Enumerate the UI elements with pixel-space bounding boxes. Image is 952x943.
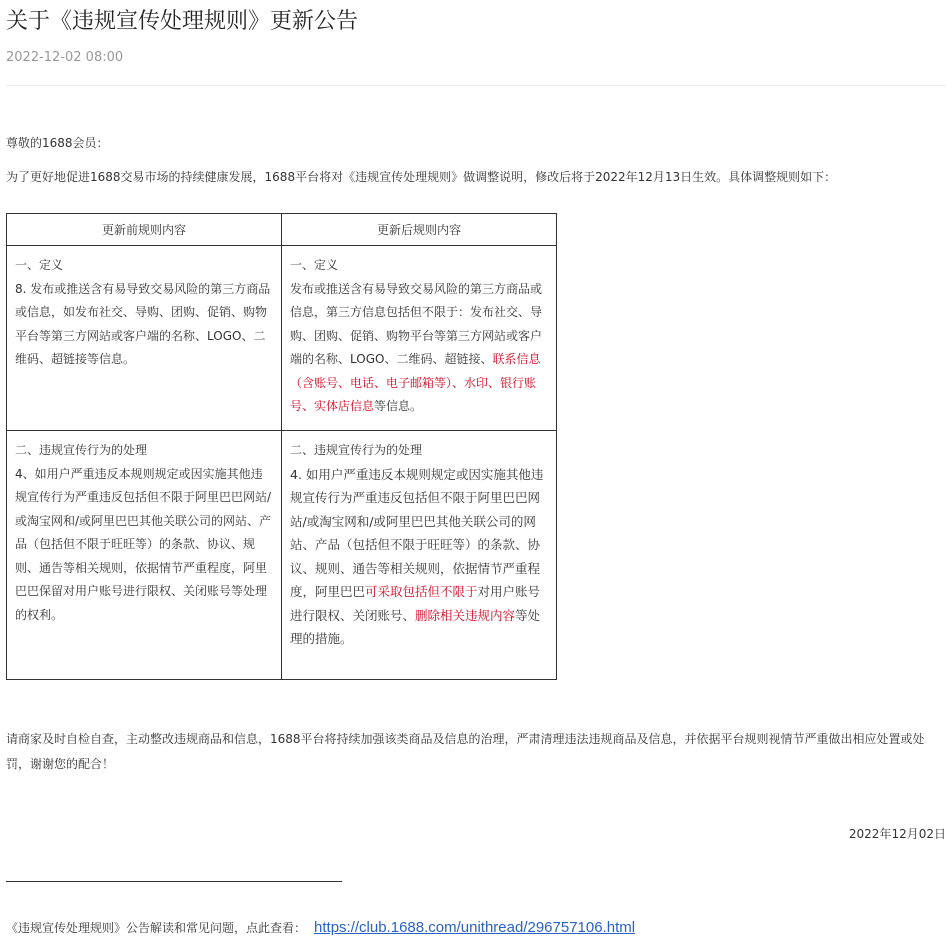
new-definition-highlight: 联系信息（含账号、电话、电子邮箱等）、水印、银行账号、实体店信息 bbox=[290, 352, 541, 413]
faq-line bbox=[6, 919, 635, 936]
new-definition-text-2: 等信息。 bbox=[374, 399, 423, 413]
publish-date: 2022-12-02 08:00 bbox=[6, 50, 124, 65]
new-definition-heading: 一、定义 bbox=[290, 258, 339, 272]
old-handling-heading: 二、违规宣传行为的处理 bbox=[15, 443, 148, 457]
new-handling-highlight-1: 可采取包括但不限于 bbox=[365, 584, 478, 599]
footer-separator bbox=[6, 881, 342, 882]
intro-paragraph: 为了更好地促进1688交易市场的持续健康发展，1688平台将对《违规宣传处理规则》做调整说明，修改后将于2022年12月13日生效。具体调整规则如下： bbox=[6, 170, 837, 184]
cell-new-handling bbox=[282, 431, 557, 680]
salutation: 尊敬的1688会员： bbox=[6, 136, 109, 150]
new-handling-highlight-2: 删除相关违规内容 bbox=[415, 607, 516, 623]
cell-old-handling bbox=[7, 431, 282, 680]
cell-new-definition bbox=[282, 246, 557, 431]
old-definition-heading: 一、定义 bbox=[15, 258, 64, 272]
table-header-row bbox=[7, 214, 557, 246]
header-new-rules: 更新后规则内容 bbox=[282, 214, 557, 246]
old-definition-body: 8. 发布或推送含有易导致交易风险的第三方商品或信息，如发布社交、导购、团购、促销、购物平台等第三方网站或客户端的名称、LOGO、二维码、超链接等信息。 bbox=[15, 281, 271, 366]
page-title: 关于《违规宣传处理规则》更新公告 bbox=[6, 9, 359, 34]
new-handling-text-3: 等处理的措施。 bbox=[290, 607, 541, 646]
table-row-definition bbox=[7, 246, 557, 431]
cell-old-definition bbox=[7, 246, 282, 431]
new-handling-body bbox=[290, 463, 548, 651]
header-divider bbox=[6, 85, 946, 86]
new-definition-body bbox=[290, 278, 548, 419]
closing-paragraph: 请商家及时自检自查，主动整改违规商品和信息，1688平台将持续加强该类商品及信息的治理，严肃清理违法违规商品及信息，并依据平台规则视情节严重做出相应处置或处罚，谢谢您的配合！ bbox=[6, 732, 925, 771]
new-handling-text-2: 对用户账号进行限权、关闭账号、 bbox=[290, 584, 541, 623]
new-handling-heading: 二、违规宣传行为的处理 bbox=[290, 443, 423, 457]
rules-comparison-table bbox=[6, 213, 557, 680]
new-handling-text-1: 4. 如用户严重违反本规则规定或因实施其他违规宣传行为严重违反包括但不限于阿里巴巴网站/或淘宝网和/或阿里巴巴其他关联公司的网站、产品（包括但不限于旺旺等）的条款、协议、规则、通告等相关规则，依据情节严重程度，阿里巴巴 bbox=[290, 466, 544, 599]
table-row-handling bbox=[7, 431, 557, 680]
faq-label: 《违规宣传处理规则》公告解读和常见问题，点此查看： bbox=[6, 921, 307, 935]
new-definition-text-1: 发布或推送含有易导致交易风险的第三方商品或信息，第三方信息包括但不限于：发布社交、导购、团购、促销、购物平台等第三方网站或客户端的名称、LOGO、二维码、超链接、 bbox=[290, 281, 543, 366]
old-handling-body: 4、如用户严重违反本规则规定或因实施其他违规宣传行为严重违反包括但不限于阿里巴巴网站/或淘宝网和/或阿里巴巴其他关联公司的网站、产品（包括但不限于旺旺等）的条款、协议、规则、通告等相关规则，依据情节严重程度，阿里巴巴保留对用户账号进行限权、关闭账号等处理的权利。 bbox=[15, 466, 272, 622]
header-old-rules: 更新前规则内容 bbox=[7, 214, 282, 246]
faq-link[interactable]: https://club.1688.com/unithread/296757106.html bbox=[314, 919, 636, 936]
sign-date: 2022年12月02日 bbox=[848, 827, 946, 841]
